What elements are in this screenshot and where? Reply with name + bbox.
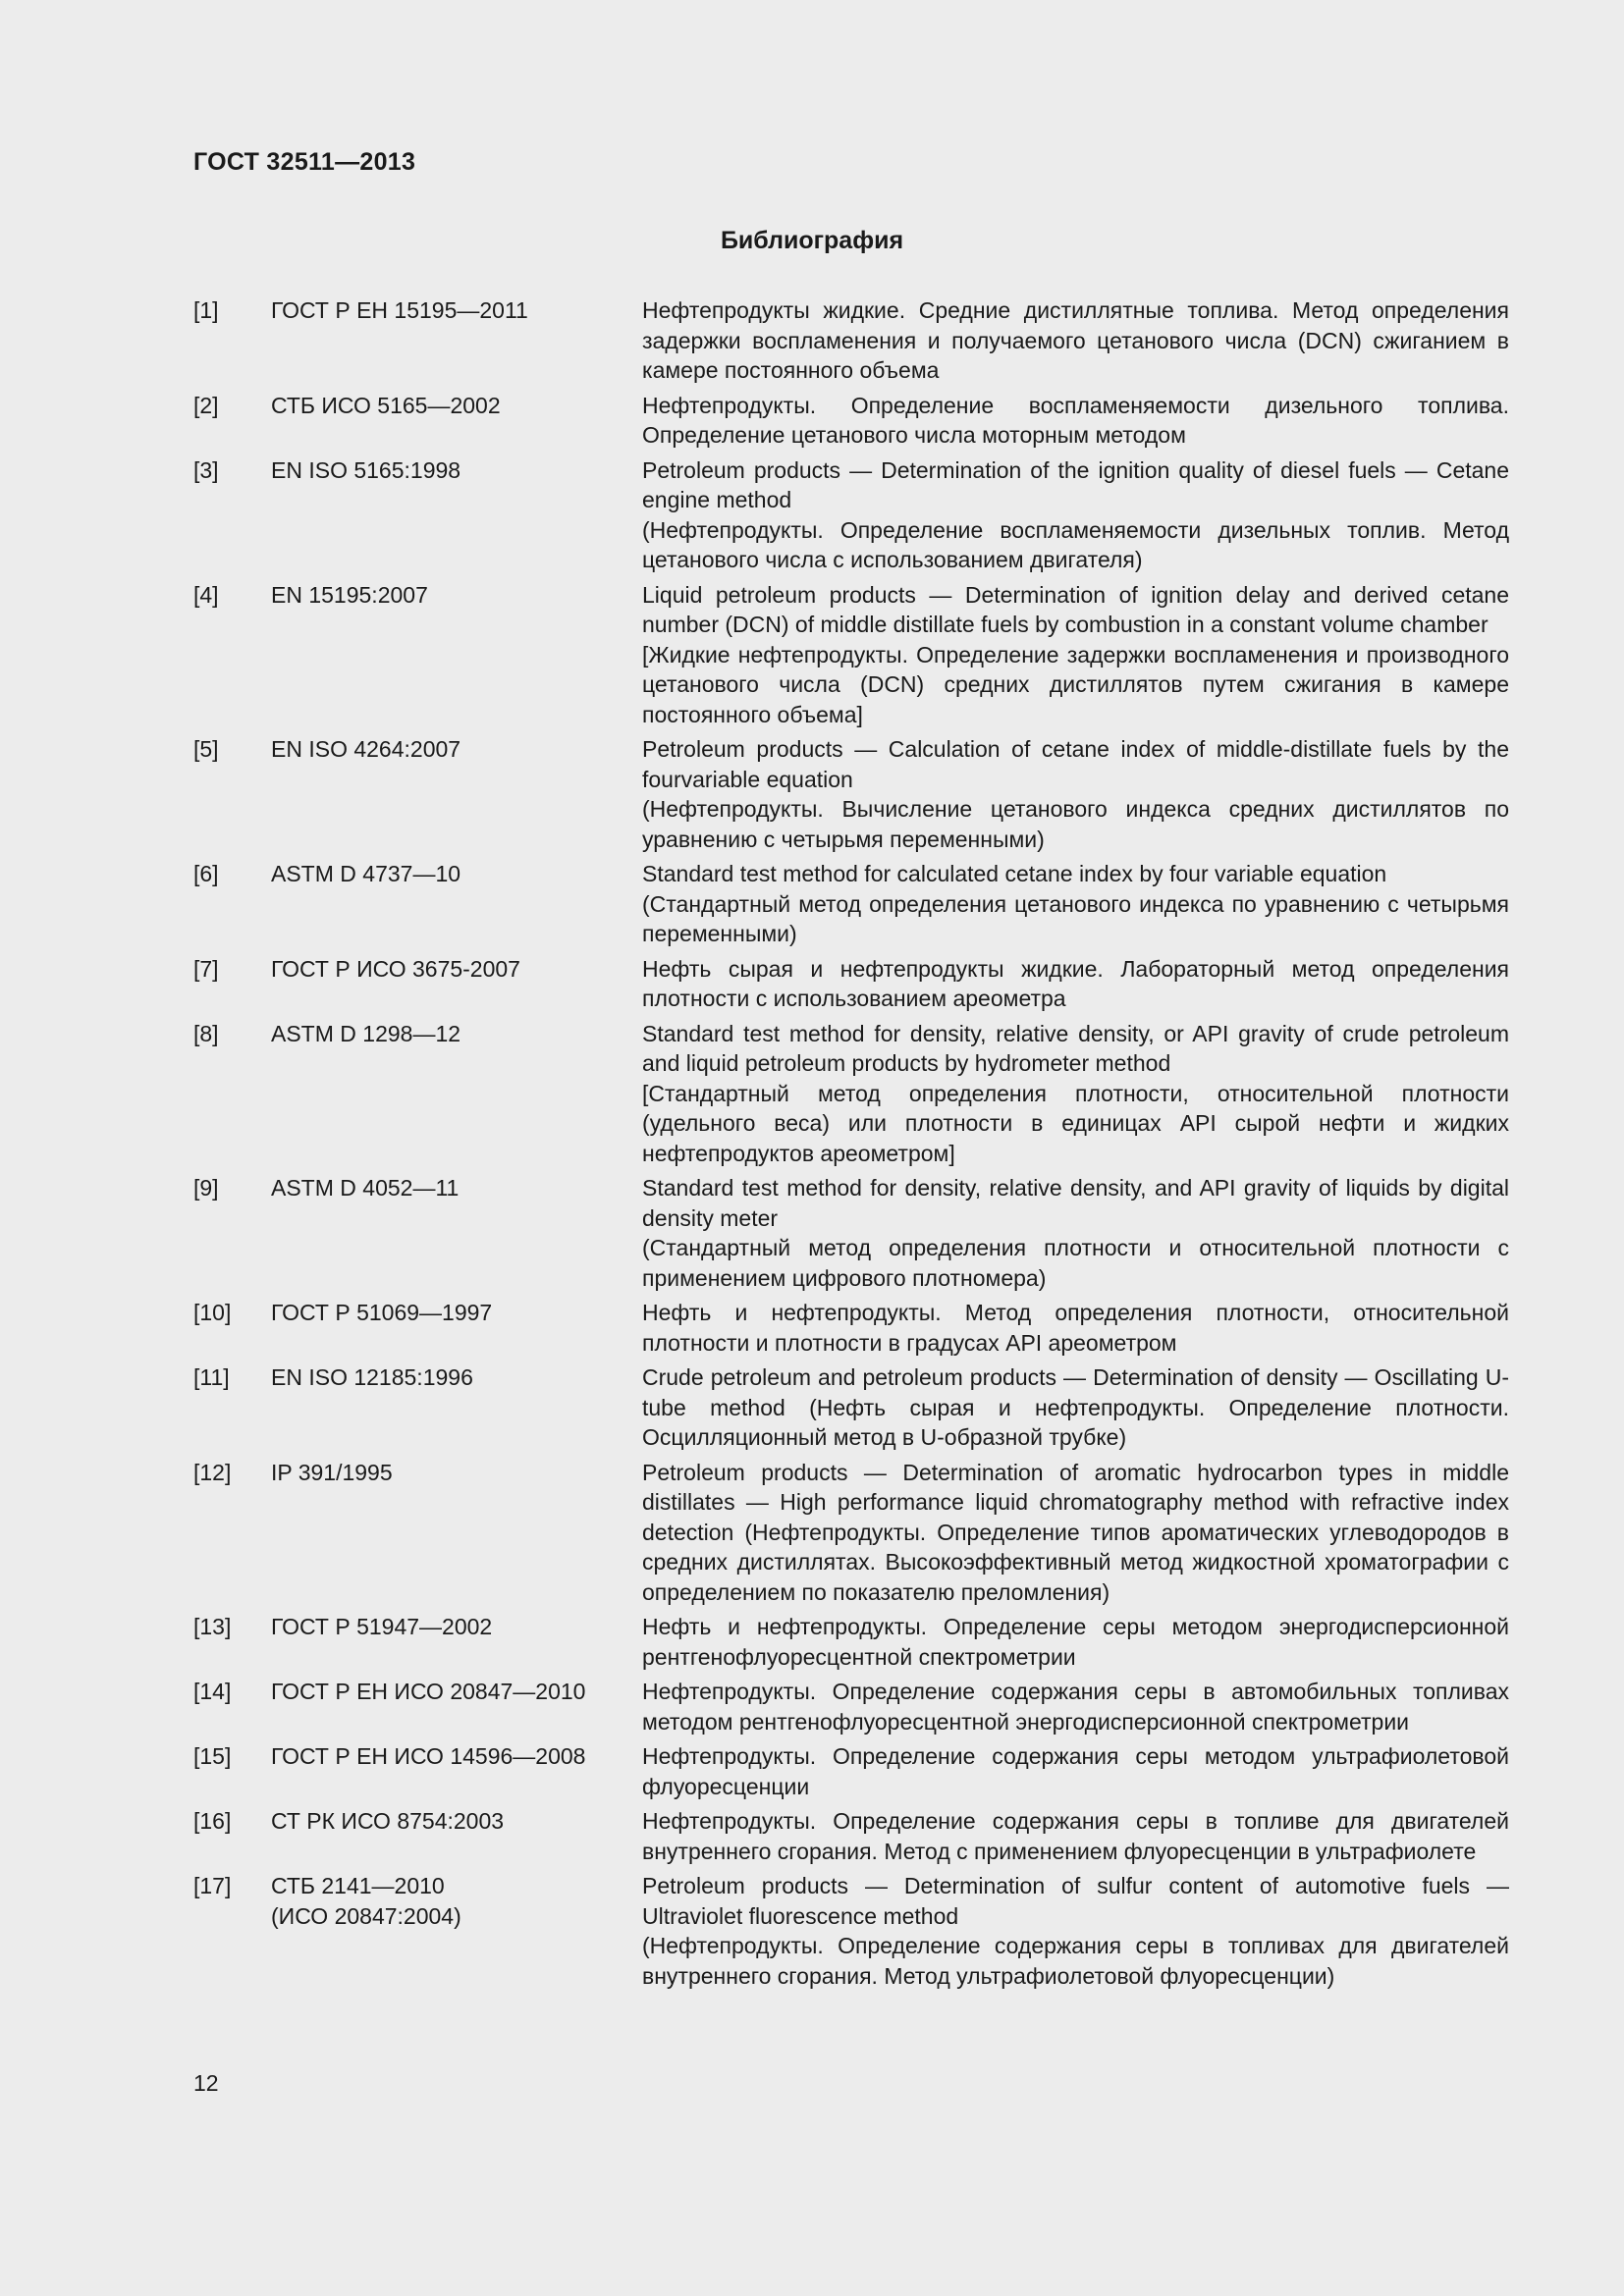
description-paragraph: Petroleum products — Calculation of cetane index of middle-distillate fuels by the fourvariable equation (642, 736, 1509, 792)
entry-number: [3] (193, 456, 219, 483)
description-paragraph: Нефтепродукты. Определение воспламеняемости дизельного топлива. Определение цетанового числа моторным методом (642, 392, 1509, 448)
entry-standard-code (271, 1871, 642, 1931)
entry-number: [17] (193, 1873, 232, 1898)
description-paragraph: (Нефтепродукты. Определение содержания серы в топливах для двигателей внутреннего сгорания. Метод ультрафиолетовой флуоресценции) (642, 1933, 1509, 1989)
entry-number: [2] (193, 392, 219, 418)
entry-number: [12] (193, 1459, 232, 1485)
bibliography-entry (193, 1458, 1509, 1608)
entry-number: [14] (193, 1679, 232, 1704)
entry-standard-code (271, 859, 642, 889)
entry-description (642, 1741, 1509, 1801)
description-paragraph: Petroleum products — Determination of aromatic hydrocarbon types in middle distillates — High performance liquid chromatography method with refractive index detection (Нефтепродукты. Определение типов ароматических углеводородов в средних дистиллятах. Высокоэффективный метод жидкостной хроматографии с определением по показателю преломления) (642, 1459, 1509, 1605)
entry-number: [4] (193, 581, 219, 608)
standard-code-line: ASTM D 4052—11 (271, 1175, 460, 1201)
bibliography-entry (193, 1871, 1509, 1991)
entry-number: [5] (193, 736, 219, 762)
description-paragraph: (Нефтепродукты. Вычисление цетанового индекса средних дистиллятов по уравнению с четырьмя переменными) (642, 796, 1509, 852)
description-paragraph: Crude petroleum and petroleum products — Determination of density — Oscillating U-tube method (Нефть сырая и нефтепродукты. Определение плотности. Осцилляционный метод в U-образной трубке) (642, 1364, 1509, 1450)
entry-number: [1] (193, 297, 219, 323)
standard-code-line: СТБ 2141—2010 (271, 1873, 445, 1898)
standard-code-line: EN ISO 5165:1998 (271, 456, 461, 483)
bibliography-list (193, 295, 1509, 1996)
entry-standard-code (271, 1612, 642, 1642)
description-paragraph: (Стандартный метод определения цетанового индекса по уравнению с четырьмя переменными) (642, 890, 1509, 946)
entry-standard-code (271, 1173, 642, 1203)
entry-description (642, 859, 1509, 949)
entry-number: [9] (193, 1175, 219, 1201)
section-title: Библиография (720, 227, 904, 254)
standard-code-line: ГОСТ Р 51947—2002 (271, 1614, 493, 1639)
document-code-header: ГОСТ 32511—2013 (193, 148, 416, 176)
standard-code-line: EN ISO 4264:2007 (271, 736, 461, 762)
entry-standard-code (271, 1298, 642, 1328)
entry-number: [7] (193, 955, 219, 982)
bibliography-entry (193, 1019, 1509, 1169)
entry-number: [15] (193, 1743, 232, 1769)
description-paragraph: (Нефтепродукты. Определение воспламеняемости дизельных топлив. Метод цетанового числа с использованием двигателя) (642, 516, 1509, 572)
entry-standard-code (271, 734, 642, 765)
standard-code-line: (ИСО 20847:2004) (271, 1902, 461, 1929)
standard-code-line: ГОСТ Р ЕН 15195—2011 (271, 297, 528, 323)
description-paragraph: Standard test method for density, relative density, and API gravity of liquids by digital density meter (642, 1175, 1509, 1231)
bibliography-entry (193, 1298, 1509, 1358)
bibliography-entry (193, 580, 1509, 730)
bibliography-entry (193, 391, 1509, 451)
description-paragraph: Liquid petroleum products — Determination of ignition delay and derived cetane number (DCN) of middle distillate fuels by combustion in a constant volume chamber (642, 581, 1509, 637)
description-paragraph: Нефтепродукты жидкие. Средние дистиллятные топлива. Метод определения задержки воспламенения и получаемого цетанового числа (DCN) сжиганием в камере постоянного объема (642, 297, 1509, 383)
entry-description (642, 734, 1509, 854)
description-paragraph: Petroleum products — Determination of sulfur content of automotive fuels — Ultraviolet fluorescence method (642, 1873, 1509, 1929)
entry-description (642, 1362, 1509, 1453)
entry-description (642, 1677, 1509, 1736)
description-paragraph: (Стандартный метод определения плотности и относительной плотности с применением цифрового плотномера) (642, 1235, 1509, 1291)
entry-description (642, 1298, 1509, 1358)
description-paragraph: Standard test method for calculated cetane index by four variable equation (642, 861, 1387, 886)
description-paragraph: [Жидкие нефтепродукты. Определение задержки воспламенения и производного цетанового числа (DCN) средних дистиллятов путем сжигания в камере постоянного объема] (642, 641, 1509, 727)
standard-code-line: ГОСТ Р ИСО 3675-2007 (271, 955, 520, 982)
entry-standard-code (271, 1806, 642, 1837)
bibliography-entry (193, 1806, 1509, 1866)
entry-description (642, 954, 1509, 1014)
entry-number: [11] (193, 1364, 230, 1390)
entry-description (642, 580, 1509, 730)
entry-number: [13] (193, 1614, 232, 1639)
description-paragraph: Нефтепродукты. Определение содержания серы в автомобильных топливах методом рентгенофлуоресцентной энергодисперсионной спектрометрии (642, 1679, 1509, 1735)
entry-number: [8] (193, 1020, 219, 1046)
bibliography-entry (193, 734, 1509, 854)
standard-code-line: IP 391/1995 (271, 1459, 393, 1485)
description-paragraph: Petroleum products — Determination of the ignition quality of diesel fuels — Cetane engine method (642, 456, 1509, 512)
entry-number: [6] (193, 861, 219, 886)
standard-code-line: ГОСТ Р ЕН ИСО 14596—2008 (271, 1743, 586, 1769)
entry-standard-code (271, 295, 642, 326)
entry-standard-code (271, 580, 642, 611)
description-paragraph: Нефтепродукты. Определение содержания серы в топливе для двигателей внутреннего сгорания. Метод с применением флуоресценции в ультрафиолете (642, 1808, 1509, 1864)
description-paragraph: Нефтепродукты. Определение содержания серы методом ультрафиолетовой флуоресценции (642, 1743, 1509, 1799)
standard-code-line: EN ISO 12185:1996 (271, 1364, 473, 1390)
entry-standard-code (271, 391, 642, 421)
bibliography-entry (193, 455, 1509, 575)
description-paragraph: Нефть и нефтепродукты. Метод определения плотности, относительной плотности и плотности в градусах API ареометром (642, 1300, 1509, 1356)
standard-code-line: ГОСТ Р 51069—1997 (271, 1300, 493, 1325)
bibliography-entry (193, 1612, 1509, 1672)
bibliography-entry (193, 859, 1509, 949)
bibliography-entry (193, 1362, 1509, 1453)
entry-description (642, 295, 1509, 386)
bibliography-entry (193, 295, 1509, 386)
entry-standard-code (271, 954, 642, 985)
page-number: 12 (193, 2070, 219, 2096)
standard-code-line: ASTM D 1298—12 (271, 1020, 461, 1046)
entry-standard-code (271, 1458, 642, 1488)
entry-description (642, 391, 1509, 451)
entry-description (642, 1173, 1509, 1293)
entry-number: [10] (193, 1300, 232, 1325)
entry-standard-code (271, 1677, 642, 1707)
entry-standard-code (271, 455, 642, 486)
entry-description (642, 1612, 1509, 1672)
bibliography-entry (193, 1677, 1509, 1736)
description-paragraph: [Стандартный метод определения плотности, относительной плотности (удельного веса) или плотности в единицах API сырой нефти и жидких нефтепродуктов ареометром] (642, 1080, 1509, 1166)
description-paragraph: Standard test method for density, relative density, or API gravity of crude petroleum and liquid petroleum products by hydrometer method (642, 1020, 1509, 1076)
entry-description (642, 455, 1509, 575)
entry-description (642, 1806, 1509, 1866)
standard-code-line: EN 15195:2007 (271, 581, 428, 608)
standard-code-line: ГОСТ Р ЕН ИСО 20847—2010 (271, 1679, 586, 1704)
standard-code-line: СТ РК ИСО 8754:2003 (271, 1808, 505, 1834)
bibliography-entry (193, 954, 1509, 1014)
entry-standard-code (271, 1741, 642, 1772)
bibliography-entry (193, 1173, 1509, 1293)
entry-description (642, 1019, 1509, 1169)
entry-standard-code (271, 1019, 642, 1049)
description-paragraph: Нефть и нефтепродукты. Определение серы методом энергодисперсионной рентгенофлуоресцентной спектрометрии (642, 1614, 1509, 1670)
entry-description (642, 1458, 1509, 1608)
standard-code-line: ASTM D 4737—10 (271, 861, 461, 886)
description-paragraph: Нефть сырая и нефтепродукты жидкие. Лабораторный метод определения плотности с использованием ареометра (642, 955, 1509, 1011)
entry-description (642, 1871, 1509, 1991)
bibliography-entry (193, 1741, 1509, 1801)
entry-standard-code (271, 1362, 642, 1393)
entry-number: [16] (193, 1808, 232, 1834)
standard-code-line: СТБ ИСО 5165—2002 (271, 392, 501, 418)
